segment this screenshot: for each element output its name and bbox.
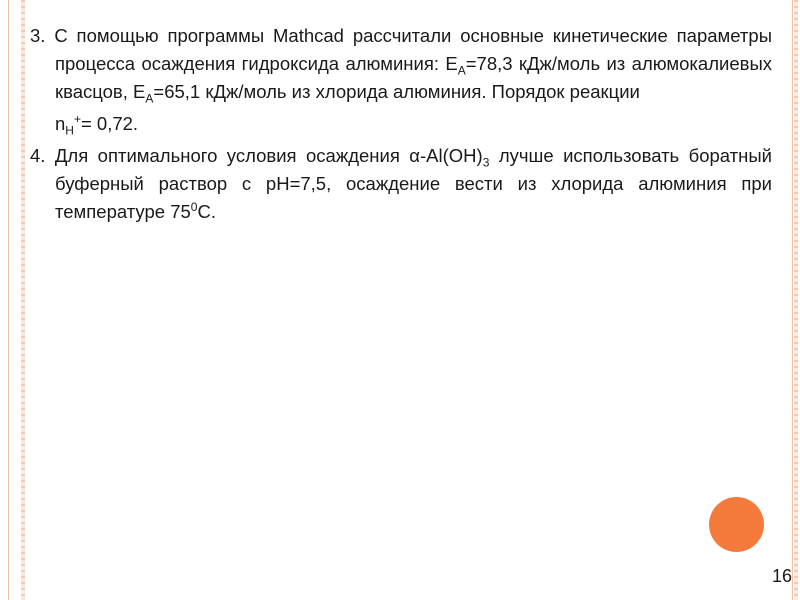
item-3-subscript-1: A	[457, 63, 466, 78]
item-3-text-part3: =65,1 кДж/моль из хлорида алюминия. Порядок реакции	[153, 81, 640, 102]
decorative-orange-circle	[709, 497, 764, 552]
reaction-order-symbol: n	[55, 113, 66, 134]
item-3-number: 3.	[30, 25, 46, 46]
item-4-subscript: 3	[482, 155, 490, 170]
reaction-order-subscript: H	[65, 123, 74, 138]
reaction-order-line	[30, 110, 772, 138]
item-3-text-part2: =78,3 кДж/моль из алюмокалиевых квасцов, E	[55, 53, 773, 102]
item-4-number: 4.	[30, 145, 46, 166]
item-4-paragraph	[30, 142, 772, 226]
page-number: 16	[771, 566, 792, 586]
item-4-text-part2: лучше использовать боратный буферный раствор с pH=7,5, осаждение вести из хлорида алюминия при температуре 75	[55, 145, 773, 222]
item-4-text-part3: C.	[197, 201, 216, 222]
right-border-stripe	[794, 0, 798, 600]
reaction-order-value: = 0,72.	[80, 113, 139, 134]
item-4-superscript: 0	[190, 199, 198, 214]
slide-body	[30, 22, 772, 230]
item-3-paragraph	[30, 22, 772, 106]
item-3-text-part1: С помощью программы Mathcad рассчитали основные кинетические параметры процесса осаждения гидроксида алюминия: E	[54, 25, 772, 74]
item-3-subscript-2: A	[145, 91, 154, 106]
reaction-order-superscript: +	[73, 111, 81, 126]
item-4-text-part1: Для оптимального условия осаждения α-Al(OH)	[54, 145, 483, 166]
left-border-stripe	[21, 0, 25, 600]
